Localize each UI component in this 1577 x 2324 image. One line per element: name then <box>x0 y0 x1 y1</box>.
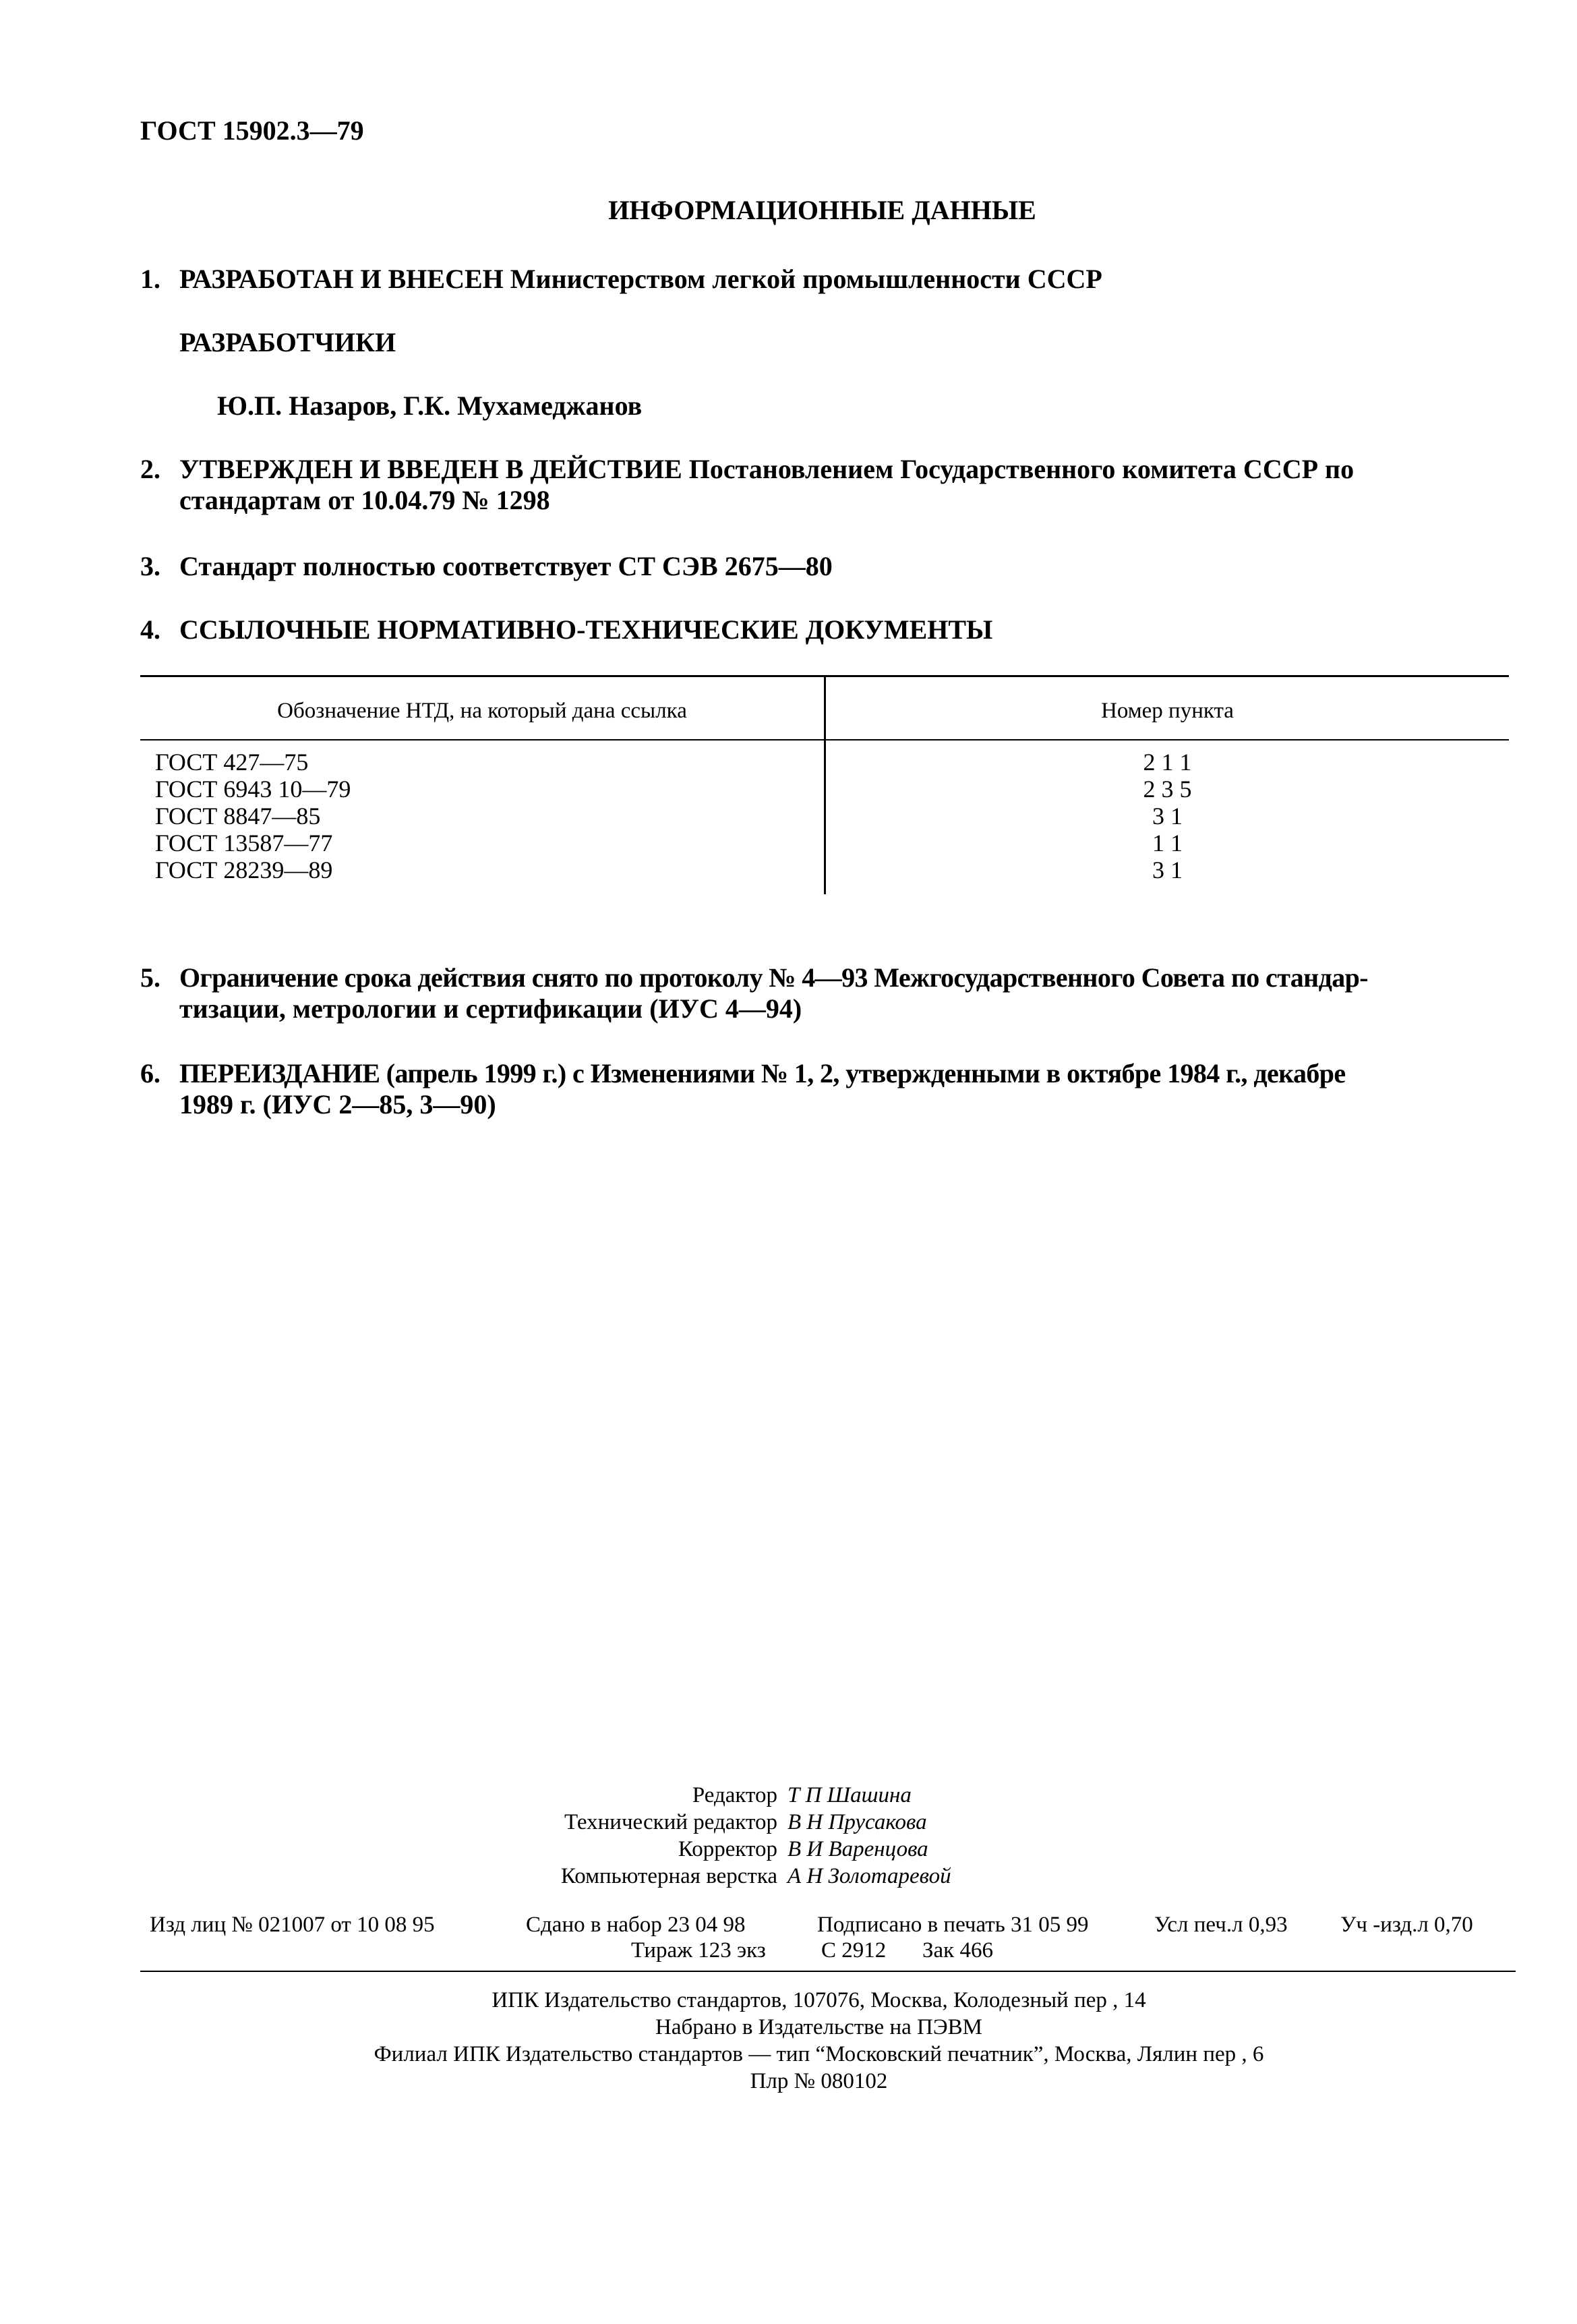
item-number: 3. <box>140 551 160 581</box>
item-number: 2. <box>140 454 160 484</box>
staff-person: Т П Шашина <box>787 1783 912 1807</box>
table-cell-clause: 2 3 5 <box>1143 776 1192 803</box>
imprint-license: Изд лиц № 021007 от 10 08 95 <box>150 1913 435 1937</box>
staff-row <box>0 1782 1577 1809</box>
publisher-line: ИПК Издательство стандартов, 107076, Москва, Колодезный пер , 14 <box>492 1988 1146 2012</box>
table-header-clause: Номер пункта <box>1101 699 1234 723</box>
item-line: Ограничение срока действия снято по протоколу № 4—93 Межгосударственного Совета по стандар- <box>179 962 1368 993</box>
item-number: 5. <box>140 962 160 993</box>
table-cell-designation: ГОСТ 28239—89 <box>155 856 333 883</box>
table-cell-clause: 3 1 <box>1152 803 1183 830</box>
table-cell-designation: ГОСТ 427—75 <box>155 749 309 776</box>
imprint-print-sheets: Усл печ.л 0,93 <box>1154 1913 1288 1937</box>
item-number: 1. <box>140 264 160 294</box>
document-code: ГОСТ 15902.3—79 <box>140 115 364 146</box>
item-rest: Министерством легкой промышленности СССР <box>503 264 1102 294</box>
imprint-pub-sheets: Уч -изд.л 0,70 <box>1340 1913 1473 1937</box>
staff-row <box>0 1836 1577 1863</box>
table-cell-clause: 2 1 1 <box>1143 749 1192 776</box>
staff-role: Компьютерная верстка <box>560 1864 777 1888</box>
imprint-code: С 2912 <box>821 1938 887 1963</box>
item-text <box>179 1056 1510 1122</box>
item-number: 6. <box>140 1058 160 1088</box>
imprint-order: Зак 466 <box>922 1938 993 1963</box>
item-number: 4. <box>140 614 160 645</box>
item-lead: РАЗРАБОТАН И ВНЕСЕН <box>179 264 504 294</box>
item-text <box>179 262 1102 297</box>
imprint-sent: Сдано в набор 23 04 98 <box>526 1913 746 1937</box>
item-rest: Постановлением Государственного комитета СССР по <box>682 454 1355 484</box>
imprint-run: Тираж 123 экз <box>631 1938 766 1963</box>
table-cell-designation: ГОСТ 6943 10—79 <box>155 776 351 803</box>
table-cell-designation: ГОСТ 8847—85 <box>155 803 321 830</box>
item-text <box>179 452 1510 518</box>
table-cell-designation: ГОСТ 13587—77 <box>155 830 333 856</box>
table-header-designation: Обозначение НТД, на который дана ссылка <box>277 699 687 723</box>
item-text: Стандарт полностью соответствует СТ СЭВ 2675—80 <box>179 551 833 581</box>
staff-row <box>0 1809 1577 1836</box>
item-lead: ПЕРЕИЗДАНИЕ <box>179 1058 380 1088</box>
item-line <box>179 1056 1510 1091</box>
table-cell-clause: 3 1 <box>1152 856 1183 883</box>
staff-person: В И Варенцова <box>787 1837 928 1861</box>
staff-person: В Н Прусакова <box>787 1810 927 1834</box>
publisher-line: Набрано в Издательстве на ПЭВМ <box>655 2015 982 2039</box>
staff-role: Редактор <box>692 1783 777 1807</box>
developers-label: РАЗРАБОТЧИКИ <box>179 327 396 357</box>
page-title: ИНФОРМАЦИОННЫЕ ДАННЫЕ <box>608 195 1036 225</box>
item-line <box>179 452 1510 487</box>
publisher-line: Филиал ИПК Издательство стандартов — тип “Московский печатник”, Москва, Лялин пер , 6 <box>374 2042 1264 2066</box>
publisher-line: Плр № 080102 <box>750 2069 888 2093</box>
staff-row <box>0 1863 1577 1890</box>
staff-credits <box>0 1782 1577 1896</box>
staff-role: Корректор <box>678 1837 777 1861</box>
imprint-signed: Подписано в печать 31 05 99 <box>817 1913 1089 1937</box>
item-rest: (апрель 1999 г.) с Изменениями № 1, 2, утвержденными в октябре 1984 г., декабре <box>380 1058 1346 1088</box>
table-header-rule <box>140 739 1509 740</box>
item-text: ССЫЛОЧНЫЕ НОРМАТИВНО-ТЕХНИЧЕСКИЕ ДОКУМЕНТЫ <box>179 614 993 645</box>
developers-names: Ю.П. Назаров, Г.К. Мухамеджанов <box>217 390 643 421</box>
imprint-rule <box>140 1971 1516 1972</box>
item-line: тизации, метрологии и сертификации (ИУС 4—94) <box>179 993 802 1024</box>
table-cell-clause: 1 1 <box>1152 830 1183 856</box>
item-line: 1989 г. (ИУС 2—85, 3—90) <box>179 1089 496 1120</box>
item-line: стандартам от 10.04.79 № 1298 <box>179 485 550 515</box>
staff-person: А Н Золотаревой <box>787 1864 951 1888</box>
staff-role: Технический редактор <box>564 1810 777 1834</box>
item-text <box>179 960 1510 1026</box>
item-lead: УТВЕРЖДЕН И ВВЕДЕН В ДЕЙСТВИЕ <box>179 454 682 484</box>
